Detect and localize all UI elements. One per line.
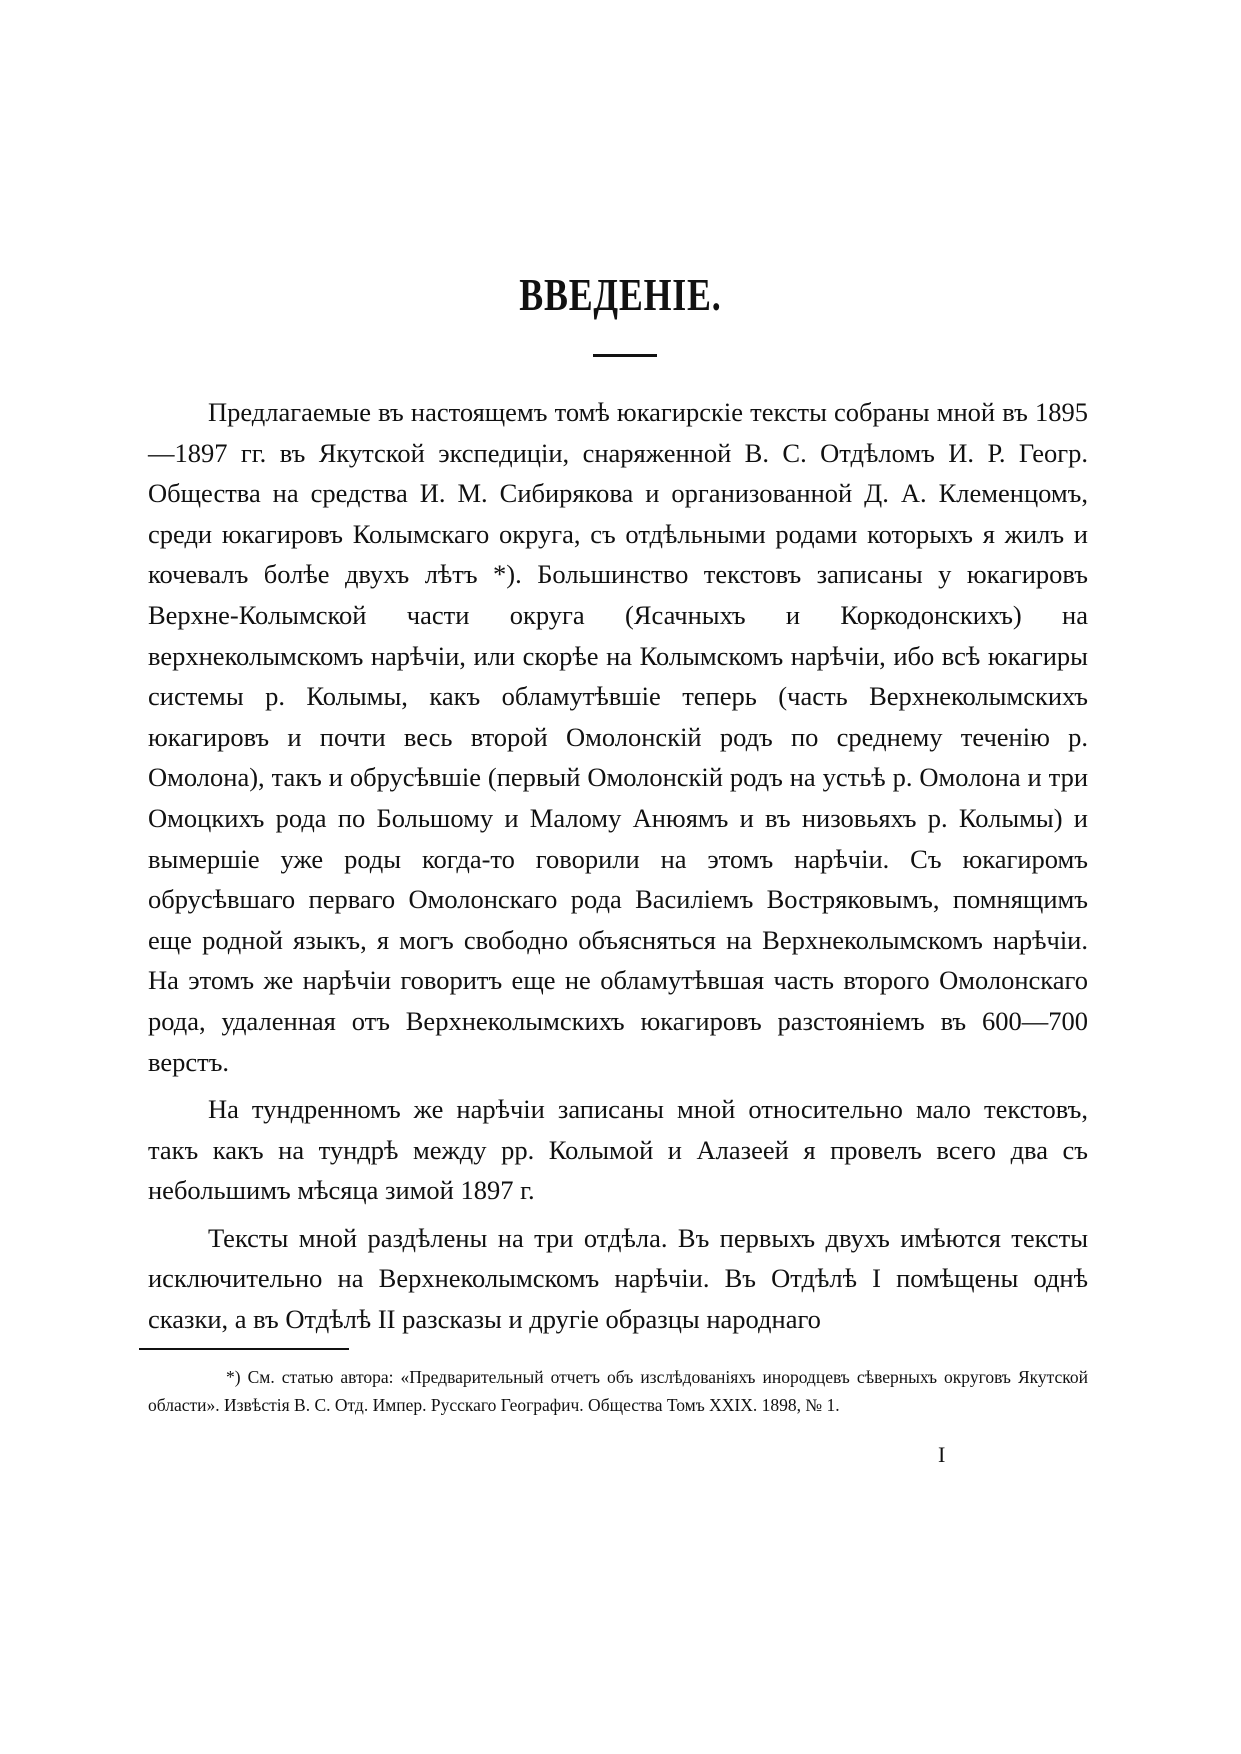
- title-divider: [593, 354, 657, 357]
- paragraph: Тексты мной раздѣлены на три отдѣла. Въ первыхъ двухъ имѣются тексты исключительно на Верхнеколымскомъ нарѣчіи. Въ Отдѣлѣ I помѣщены однѣ сказки, а въ Отдѣлѣ II разсказы и другіе образцы народнаго: [148, 1222, 1088, 1335]
- paragraph: На тундренномъ же нарѣчіи записаны мной относительно мало текстовъ, такъ какъ на тундрѣ между рр. Колымой и Алазеей я провелъ всего два съ небольшимъ мѣсяца зимой 1897 г.: [148, 1094, 1088, 1206]
- footnote-divider: [139, 1348, 349, 1350]
- footnote-text: *) См. статью автора: «Предварительный отчетъ объ изслѣдованіяхъ инородцевъ сѣверныхъ округовъ Якутской области». Извѣстія В. С. Отд. Импер. Русскаго Географич. Общества Томъ XXIX. 1898, № 1.: [148, 1367, 1088, 1415]
- page-title: ВВЕДЕНІЕ.: [519, 269, 722, 320]
- page-number: I: [938, 1442, 946, 1467]
- body-text: [148, 392, 1088, 1340]
- paragraph: Предлагаемые въ настоящемъ томѣ юкагирскіе тексты собраны мной въ 1895—1897 гг. въ Якутской экспедиціи, снаряженной В. С. Отдѣломъ И. Р. Геогр. Общества на средства И. М. Сибирякова и организованной Д. А. Клеменцомъ, среди юкагировъ Колымскаго округа, съ отдѣльными родами которыхъ я жилъ и кочевалъ болѣе двухъ лѣтъ *). Большинство текстовъ записаны у юкагировъ Верхне-Колымской части округа (Ясачныхъ и Коркодонскихъ) на верхнеколымскомъ нарѣчіи, или скорѣе на Колымскомъ нарѣчіи, ибо всѣ юкагиры системы р. Колымы, какъ обламутѣвшіе теперь (часть Верхнеколымскихъ юкагировъ и почти весь второй Омолонскій родъ по среднему теченію р. Омолона), такъ и обрусѣвшіе (первый Омолонскій родъ на устьѣ р. Омолона и три Омоцкихъ рода по Большому и Малому Анюямъ и въ низовьяхъ р. Колымы) и вымершіе уже роды когда-то говорили на этомъ нарѣчіи. Съ юкагиромъ обрусѣвшаго перваго Омолонскаго рода Василіемъ Востряковымъ, помнящимъ еще родной языкъ, я могъ свободно объясняться на Верхнеколымскомъ нарѣчіи. На этомъ же нарѣчіи говоритъ еще не обламутѣвшая часть второго Омолонскаго рода, удаленная отъ Верхнеколымскихъ юкагировъ разстояніемъ въ 600—700 верстъ.: [148, 397, 1088, 1077]
- footnote: [148, 1363, 1088, 1419]
